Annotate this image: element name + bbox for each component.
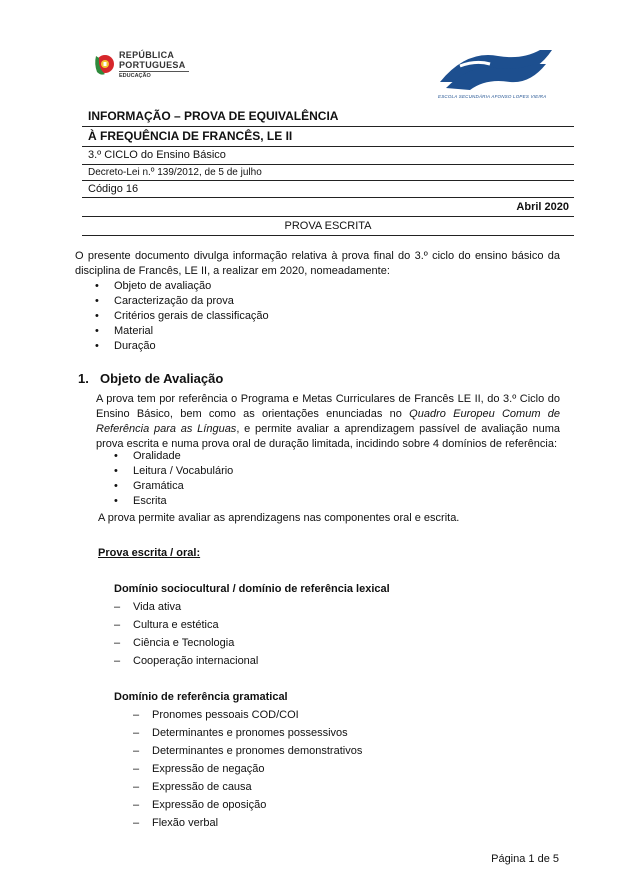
list-item: • Gramática <box>114 479 233 494</box>
logo-divider <box>119 71 189 72</box>
school-name: ESCOLA SECUNDÁRIA AFONSO LOPES VIEIRA <box>438 94 547 99</box>
doc-title-line2: À FREQUÊNCIA DE FRANCÊS, LE II <box>88 129 293 143</box>
section1-closing: A prova permite avaliar as aprendizagens nas componentes oral e escrita. <box>98 512 460 524</box>
list-item: • Critérios gerais de classificação <box>95 309 269 324</box>
list-item: – Determinantes e pronomes possessivos <box>133 724 362 742</box>
section1-paragraph-b: , e permite avaliar a aprendizagem passível de avaliação numa prova escrita e numa prova oral de duração limitada, incidindo sobre 4 domínios de referência: <box>96 423 560 450</box>
list-item: • Material <box>95 324 269 339</box>
list-item: – Expressão de causa <box>133 778 362 796</box>
decreto-label: Decreto-Lei n.º 139/2012, de 5 de julho <box>88 167 262 178</box>
list-item: • Oralidade <box>114 449 233 464</box>
list-item: – Determinantes e pronomes demonstrativos <box>133 742 362 760</box>
gram-heading: Domínio de referência gramatical <box>114 691 288 703</box>
list-item: – Cultura e estética <box>114 616 258 634</box>
domains-list <box>114 449 233 509</box>
school-logo <box>436 46 556 104</box>
list-item: • Leitura / Vocabulário <box>114 464 233 479</box>
page-number: Página 1 de 5 <box>491 853 559 865</box>
logo-text-educacao: EDUCAÇÃO <box>119 73 151 79</box>
divider <box>82 235 574 236</box>
section1-paragraph-a: A prova tem por referência o Programa e Metas Curriculares de Francês LE II, do 3.º Ciclo do Ensino Básico, bem como as orientações enunciadas no <box>96 393 560 420</box>
list-item: • Escrita <box>114 494 233 509</box>
date-label: Abril 2020 <box>516 201 569 213</box>
divider <box>82 164 574 165</box>
republica-portuguesa-logo <box>92 50 202 84</box>
list-item: • Duração <box>95 339 269 354</box>
section-number: 1. <box>78 371 89 386</box>
prova-escrita-label: PROVA ESCRITA <box>284 220 372 232</box>
list-item: – Expressão de negação <box>133 760 362 778</box>
codigo-label: Código 16 <box>88 183 139 195</box>
socio-list <box>114 598 258 670</box>
divider <box>82 126 574 127</box>
logo-text-republica: REPÚBLICA <box>119 50 175 60</box>
section1-paragraph <box>96 392 560 452</box>
list-item: – Ciência e Tecnologia <box>114 634 258 652</box>
divider <box>82 180 574 181</box>
logo-text-portuguesa: PORTUGUESA <box>119 60 186 70</box>
socio-heading: Domínio sociocultural / domínio de referência lexical <box>114 583 390 595</box>
intro-list <box>95 279 269 354</box>
coat-of-arms-icon <box>92 52 114 78</box>
divider <box>82 197 574 198</box>
section1-paragraph-italic: Quadro Europeu Comum de Referência para as Línguas <box>96 408 561 435</box>
list-item: – Vida ativa <box>114 598 258 616</box>
school-emblem-icon <box>436 46 556 94</box>
divider <box>82 146 574 147</box>
list-item: – Cooperação internacional <box>114 652 258 670</box>
list-item: – Flexão verbal <box>133 814 362 832</box>
prova-heading: Prova escrita / oral: <box>98 547 201 559</box>
list-item: – Expressão de oposição <box>133 796 362 814</box>
gram-list <box>133 706 362 832</box>
intro-paragraph: O presente documento divulga informação relativa à prova final do 3.º ciclo do ensino básico da disciplina de Francês, LE II, a realizar em 2020, nomeadamente: <box>75 250 560 277</box>
ciclo-label: 3.º CICLO do Ensino Básico <box>88 149 226 161</box>
divider <box>82 216 574 217</box>
list-item: – Pronomes pessoais COD/COI <box>133 706 362 724</box>
section-heading: Objeto de Avaliação <box>100 371 224 386</box>
list-item: • Objeto de avaliação <box>95 279 269 294</box>
doc-title-line1: INFORMAÇÃO – PROVA DE EQUIVALÊNCIA <box>88 109 339 123</box>
list-item: • Caracterização da prova <box>95 294 269 309</box>
